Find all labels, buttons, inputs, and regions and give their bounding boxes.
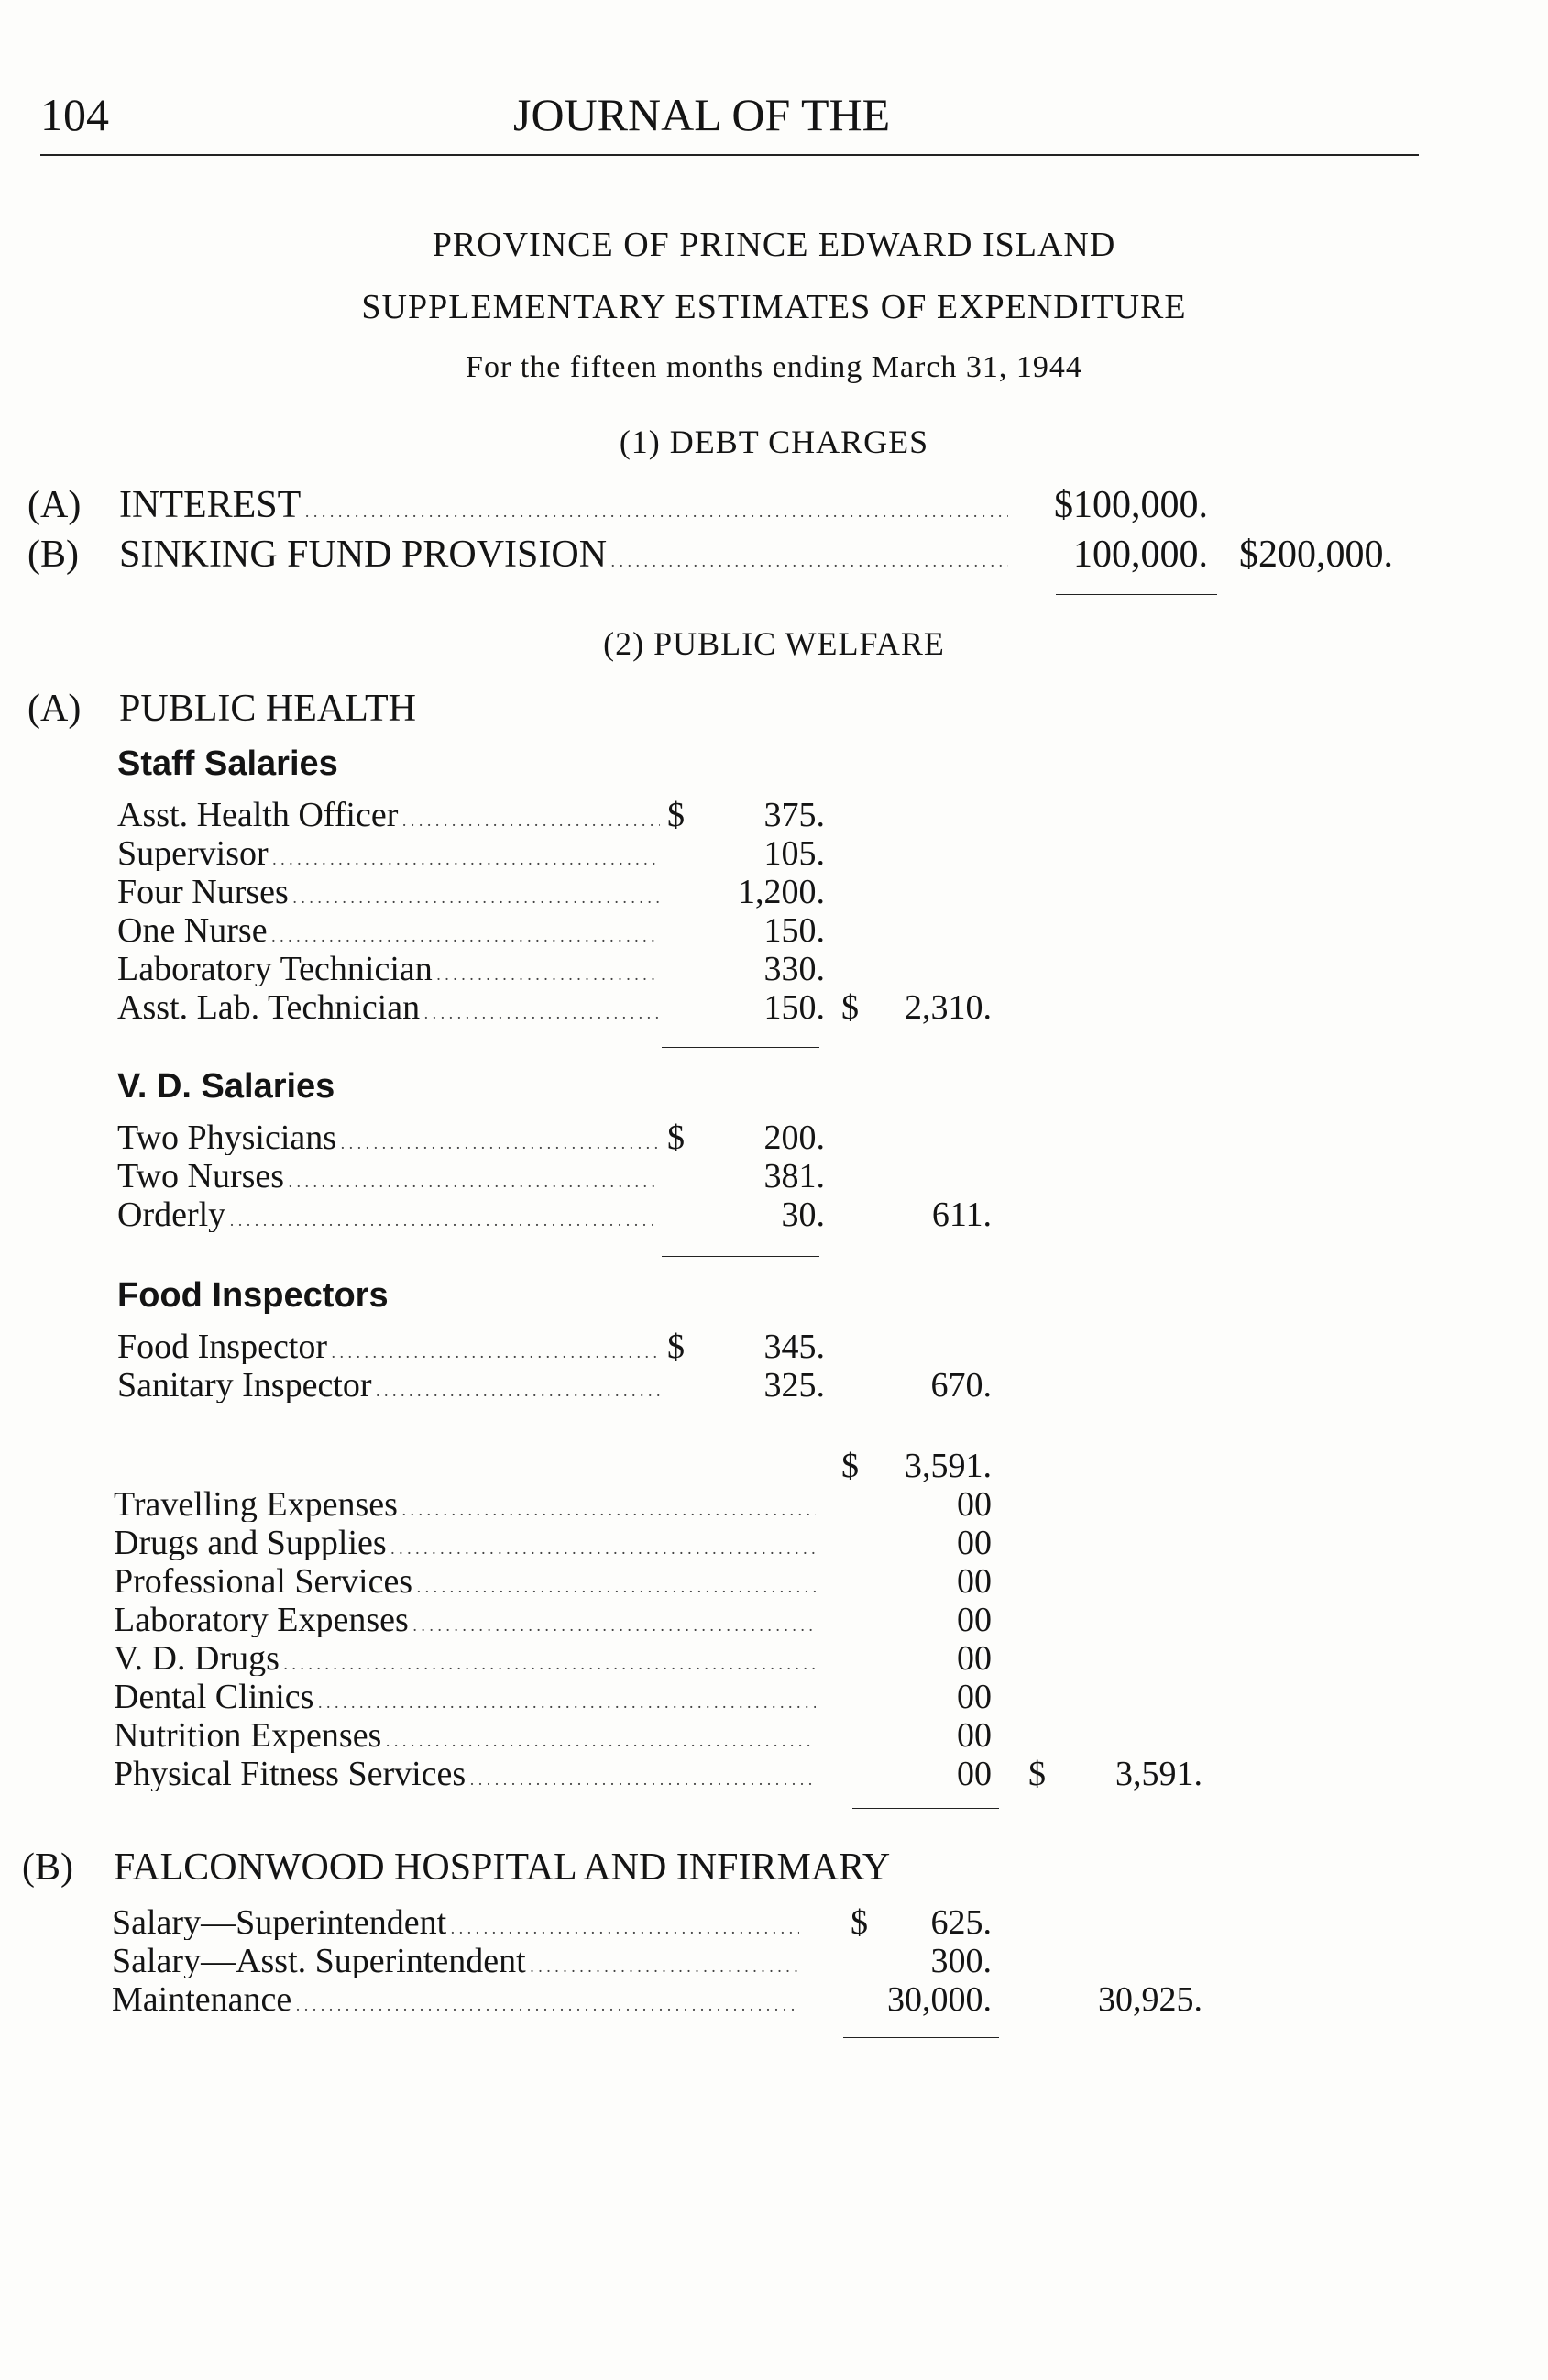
food-dollar: $ bbox=[667, 1328, 685, 1366]
expense-amount: 00 bbox=[957, 1485, 992, 1524]
expense-label: Dental Clinics . . . bbox=[114, 1680, 816, 1714]
falconwood-amount: 625. bbox=[930, 1903, 992, 1942]
falconwood-amount: 300. bbox=[930, 1942, 992, 1980]
vd-label: Two Physicians . . . bbox=[117, 1120, 660, 1155]
vd-amount: 381. bbox=[763, 1157, 825, 1196]
food-row bbox=[117, 1329, 660, 1364]
expenses-rule bbox=[852, 1808, 999, 1809]
debt-row-interest bbox=[119, 486, 1008, 524]
staff-row bbox=[117, 836, 660, 871]
expense-row bbox=[114, 1487, 816, 1522]
expense-label: Drugs and Supplies . . . bbox=[114, 1526, 816, 1560]
falconwood-row bbox=[112, 1944, 799, 1978]
expense-amount: 00 bbox=[957, 1678, 992, 1716]
expense-label: Travelling Expenses . . . bbox=[114, 1487, 816, 1522]
title-province: PROVINCE OF PRINCE EDWARD ISLAND bbox=[432, 226, 1116, 264]
staff-amount: 105. bbox=[763, 834, 825, 873]
header-rule bbox=[40, 154, 1419, 156]
staff-row bbox=[117, 990, 660, 1025]
staff-amount: 1,200. bbox=[738, 873, 825, 911]
vd-label: Orderly . . . bbox=[117, 1197, 660, 1232]
welfare-heading: (2) PUBLIC WELFARE bbox=[603, 625, 945, 662]
food-title: Food Inspectors bbox=[117, 1276, 389, 1315]
expense-label: Physical Fitness Services . . . bbox=[114, 1757, 816, 1791]
food-row bbox=[117, 1368, 660, 1403]
debt-amount-sinking: 100,000. bbox=[1073, 534, 1208, 576]
debt-label-interest: INTEREST . . . bbox=[119, 486, 1008, 524]
vd-label: Two Nurses . . . bbox=[117, 1159, 660, 1194]
staff-subtotal: 2,310. bbox=[905, 988, 992, 1027]
staff-dollar: $ bbox=[667, 796, 685, 834]
expense-row bbox=[114, 1603, 816, 1637]
staff-row bbox=[117, 913, 660, 948]
health-title: PUBLIC HEALTH bbox=[119, 688, 416, 730]
staff-label: Supervisor . . . bbox=[117, 836, 660, 871]
expense-amount: 00 bbox=[957, 1755, 992, 1793]
staff-label: Asst. Lab. Technician . . . bbox=[117, 990, 660, 1025]
expense-label: Nutrition Expenses . . . bbox=[114, 1718, 816, 1753]
falconwood-label: Salary—Superintendent . . . bbox=[112, 1905, 799, 1940]
title-estimates: SUPPLEMENTARY ESTIMATES OF EXPENDITURE bbox=[361, 288, 1187, 326]
expense-row bbox=[114, 1564, 816, 1599]
falconwood-row bbox=[112, 1982, 799, 2017]
falconwood-label: Maintenance . . . bbox=[112, 1982, 799, 2017]
expense-row bbox=[114, 1641, 816, 1676]
salaries-sum: 3,591. bbox=[905, 1447, 992, 1485]
food-subtotal: 670. bbox=[930, 1366, 992, 1405]
falconwood-label: Salary—Asst. Superintendent . . . bbox=[112, 1944, 799, 1978]
debt-heading: (1) DEBT CHARGES bbox=[619, 424, 929, 460]
staff-title: Staff Salaries bbox=[117, 744, 338, 783]
staff-rule bbox=[662, 1047, 819, 1048]
staff-row bbox=[117, 952, 660, 986]
debt-row-sinking bbox=[119, 535, 1008, 574]
staff-amount: 330. bbox=[763, 950, 825, 988]
running-title: JOURNAL OF THE bbox=[513, 89, 891, 140]
expense-amount: 00 bbox=[957, 1639, 992, 1678]
expense-amount: 00 bbox=[957, 1716, 992, 1755]
staff-label: One Nurse . . . bbox=[117, 913, 660, 948]
falconwood-total: 30,925. bbox=[1098, 1980, 1202, 2019]
food-amount: 325. bbox=[763, 1366, 825, 1405]
debt-letter-b: (B) bbox=[27, 534, 79, 576]
debt-amount-interest: $100,000. bbox=[1054, 484, 1208, 526]
expense-label: V. D. Drugs . . . bbox=[114, 1641, 816, 1676]
title-period: For the fifteen months ending March 31, 1944 bbox=[466, 350, 1082, 384]
falconwood-amount: 30,000. bbox=[887, 1980, 992, 2019]
salaries-sum-dollar: $ bbox=[841, 1447, 859, 1485]
health-letter: (A) bbox=[27, 688, 82, 730]
expense-row bbox=[114, 1526, 816, 1560]
vd-dollar: $ bbox=[667, 1118, 685, 1157]
staff-subtotal-dollar: $ bbox=[841, 988, 859, 1027]
food-label: Food Inspector . . . bbox=[117, 1329, 660, 1364]
staff-amount: 375. bbox=[763, 796, 825, 834]
expense-label: Professional Services . . . bbox=[114, 1564, 816, 1599]
expense-amount: 00 bbox=[957, 1601, 992, 1639]
falconwood-row bbox=[112, 1905, 799, 1940]
expense-row bbox=[114, 1680, 816, 1714]
expense-amount: 00 bbox=[957, 1524, 992, 1562]
falconwood-letter: (B) bbox=[22, 1846, 73, 1889]
vd-amount: 200. bbox=[763, 1118, 825, 1157]
falconwood-dollar: $ bbox=[851, 1903, 868, 1942]
expense-amount: 00 bbox=[957, 1562, 992, 1601]
expense-label: Laboratory Expenses . . . bbox=[114, 1603, 816, 1637]
health-total-dollar: $ bbox=[1028, 1755, 1046, 1793]
staff-row bbox=[117, 875, 660, 909]
staff-label: Asst. Health Officer . . . bbox=[117, 798, 660, 832]
staff-row bbox=[117, 798, 660, 832]
expense-row bbox=[114, 1757, 816, 1791]
staff-label: Four Nurses . . . bbox=[117, 875, 660, 909]
staff-amount: 150. bbox=[763, 988, 825, 1027]
debt-label-sinking: SINKING FUND PROVISION . . . bbox=[119, 535, 1008, 574]
vd-title: V. D. Salaries bbox=[117, 1067, 335, 1106]
debt-total: $200,000. bbox=[1239, 534, 1393, 576]
vd-amount: 30. bbox=[781, 1196, 825, 1234]
food-amount: 345. bbox=[763, 1328, 825, 1366]
falconwood-rule bbox=[843, 2037, 999, 2038]
falconwood-title: FALCONWOOD HOSPITAL AND INFIRMARY bbox=[114, 1846, 891, 1889]
staff-label: Laboratory Technician . . . bbox=[117, 952, 660, 986]
page-number: 104 bbox=[40, 89, 109, 140]
debt-letter-a: (A) bbox=[27, 484, 82, 526]
vd-subtotal: 611. bbox=[931, 1196, 992, 1234]
food-label: Sanitary Inspector . . . bbox=[117, 1368, 660, 1403]
vd-row bbox=[117, 1159, 660, 1194]
vd-row bbox=[117, 1120, 660, 1155]
expense-row bbox=[114, 1718, 816, 1753]
vd-row bbox=[117, 1197, 660, 1232]
vd-rule bbox=[662, 1256, 819, 1257]
staff-amount: 150. bbox=[763, 911, 825, 950]
debt-rule bbox=[1056, 594, 1217, 595]
health-total: 3,591. bbox=[1115, 1755, 1202, 1793]
